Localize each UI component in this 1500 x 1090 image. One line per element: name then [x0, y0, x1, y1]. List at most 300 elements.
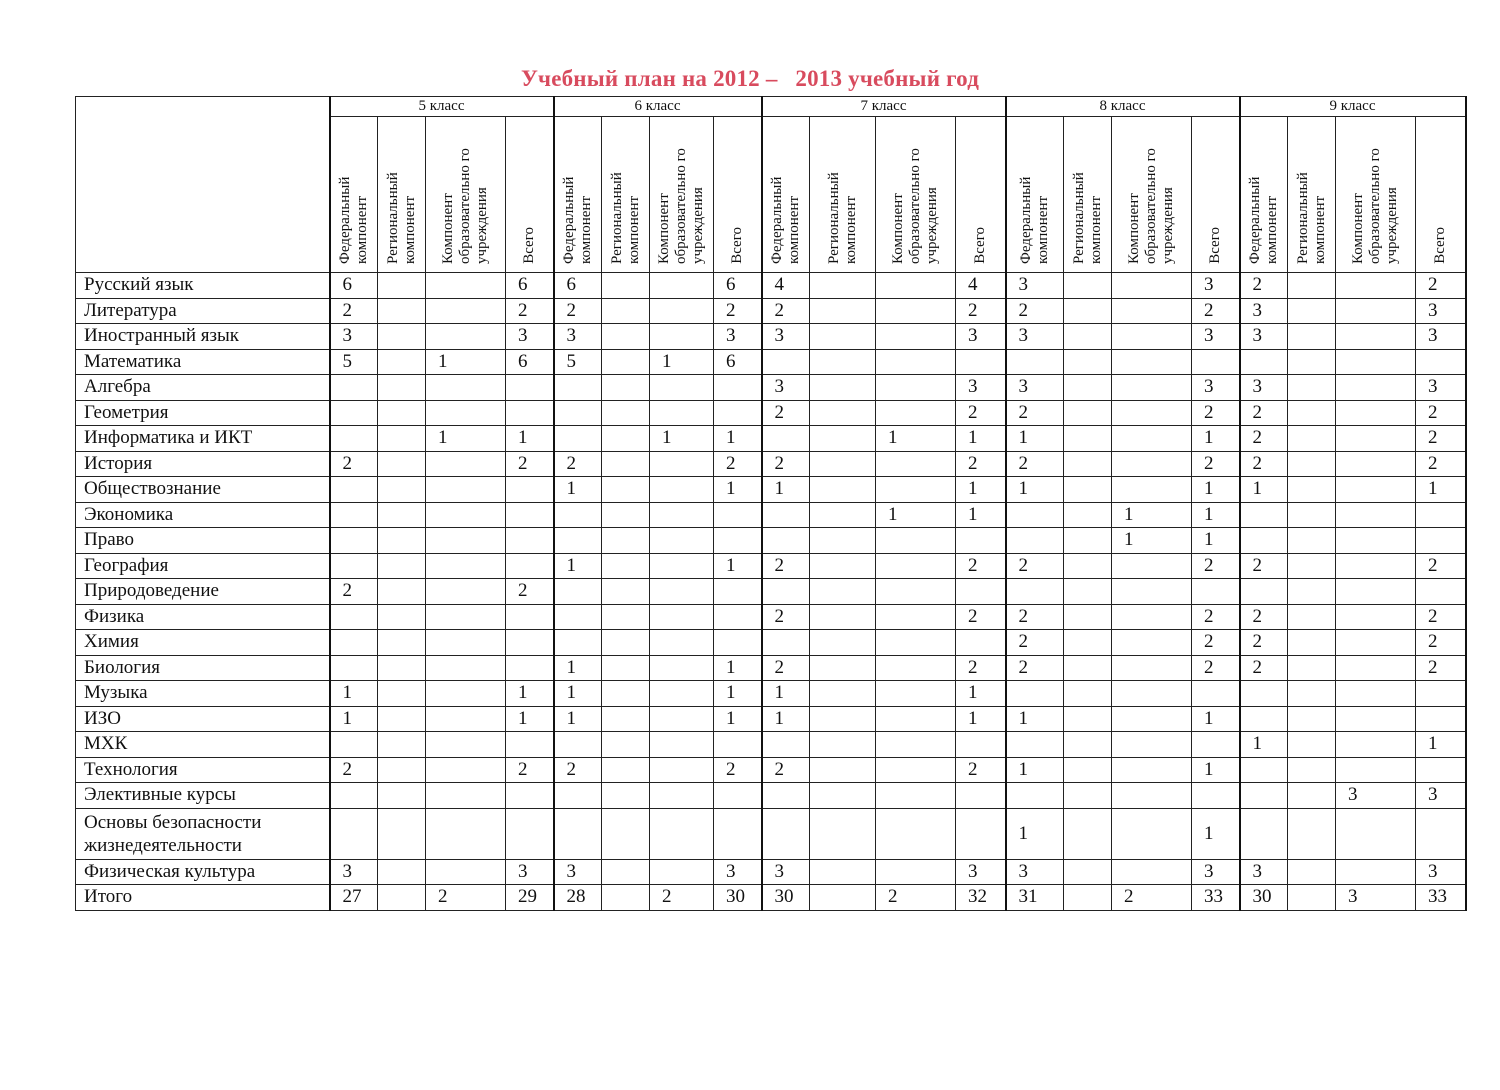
hours-cell [876, 732, 956, 758]
hours-cell [876, 655, 956, 681]
hours-cell [426, 757, 506, 783]
hours-cell: 1 [956, 426, 1006, 452]
subject-name: Технология [76, 757, 330, 783]
hours-cell [810, 579, 876, 605]
hours-cell: 2 [1006, 451, 1064, 477]
hours-cell [1240, 528, 1288, 554]
hours-cell [1064, 783, 1112, 809]
hours-cell: 2 [330, 298, 378, 324]
hours-cell [810, 655, 876, 681]
hours-cell [1064, 477, 1112, 503]
hours-cell [506, 732, 554, 758]
hours-cell [1006, 732, 1064, 758]
hours-cell [330, 528, 378, 554]
hours-cell [378, 706, 426, 732]
subject-name: МХК [76, 732, 330, 758]
hours-cell [1288, 273, 1336, 299]
federal-component-header [1240, 117, 1288, 273]
hours-cell: 2 [762, 757, 810, 783]
hours-cell [330, 808, 378, 859]
component-label: Всего [1431, 227, 1448, 264]
hours-cell [1416, 349, 1466, 375]
hours-cell: 6 [714, 273, 762, 299]
hours-cell [810, 885, 876, 911]
table-row [76, 808, 1466, 859]
hours-cell [506, 553, 554, 579]
hours-cell: 1 [1416, 732, 1466, 758]
total-header [714, 117, 762, 273]
hours-cell [426, 298, 506, 324]
hours-cell [1336, 681, 1416, 707]
hours-cell [876, 706, 956, 732]
hours-cell [554, 732, 602, 758]
hours-cell [330, 655, 378, 681]
hours-cell: 3 [1192, 859, 1240, 885]
hours-cell [602, 298, 650, 324]
hours-cell [602, 885, 650, 911]
hours-cell [762, 783, 810, 809]
hours-cell [330, 783, 378, 809]
hours-cell [426, 783, 506, 809]
hours-cell [554, 630, 602, 656]
hours-cell [554, 604, 602, 630]
hours-cell: 1 [956, 706, 1006, 732]
hours-cell [426, 477, 506, 503]
subject-name: Право [76, 528, 330, 554]
hours-cell [1192, 681, 1240, 707]
hours-cell [1112, 604, 1192, 630]
hours-cell [426, 451, 506, 477]
federal-component-header [762, 117, 810, 273]
hours-cell [956, 579, 1006, 605]
hours-cell: 2 [1006, 400, 1064, 426]
subject-name: Химия [76, 630, 330, 656]
hours-cell [1336, 298, 1416, 324]
hours-cell [1112, 808, 1192, 859]
hours-cell [876, 528, 956, 554]
component-label: Региональный компонент [1070, 172, 1104, 264]
hours-cell [810, 426, 876, 452]
hours-cell: 1 [1192, 477, 1240, 503]
hours-cell: 2 [1416, 604, 1466, 630]
hours-cell: 2 [714, 298, 762, 324]
hours-cell [1336, 706, 1416, 732]
school-component-header [1336, 117, 1416, 273]
hours-cell [876, 477, 956, 503]
hours-cell: 1 [554, 681, 602, 707]
hours-cell [602, 553, 650, 579]
hours-cell [1288, 706, 1336, 732]
hours-cell: 3 [506, 324, 554, 350]
hours-cell [378, 528, 426, 554]
hours-cell [1112, 273, 1192, 299]
hours-cell: 1 [426, 349, 506, 375]
hours-cell [426, 579, 506, 605]
hours-cell [810, 349, 876, 375]
hours-cell [810, 273, 876, 299]
hours-cell [554, 400, 602, 426]
hours-cell [1112, 298, 1192, 324]
hours-cell: 3 [762, 859, 810, 885]
hours-cell [1416, 502, 1466, 528]
hours-cell: 1 [714, 553, 762, 579]
hours-cell [330, 630, 378, 656]
hours-cell [650, 630, 714, 656]
hours-cell [1064, 681, 1112, 707]
hours-cell: 1 [1240, 732, 1288, 758]
hours-cell [650, 553, 714, 579]
hours-cell: 1 [1192, 808, 1240, 859]
hours-cell: 2 [762, 655, 810, 681]
regional-component-header [1288, 117, 1336, 273]
hours-cell [330, 502, 378, 528]
hours-cell [378, 655, 426, 681]
hours-cell [714, 502, 762, 528]
hours-cell [1112, 451, 1192, 477]
hours-cell [426, 375, 506, 401]
hours-cell [426, 681, 506, 707]
hours-cell [1064, 808, 1112, 859]
hours-cell: 2 [650, 885, 714, 911]
hours-cell [650, 604, 714, 630]
hours-cell [650, 808, 714, 859]
hours-cell: 3 [1416, 859, 1466, 885]
hours-cell [426, 732, 506, 758]
hours-cell: 2 [1192, 400, 1240, 426]
hours-cell: 6 [714, 349, 762, 375]
hours-cell: 2 [1416, 655, 1466, 681]
hours-cell [1416, 528, 1466, 554]
component-label: Всего [971, 227, 988, 264]
hours-cell [1064, 859, 1112, 885]
hours-cell [956, 732, 1006, 758]
hours-cell [1112, 783, 1192, 809]
hours-cell [1192, 732, 1240, 758]
hours-cell [1112, 324, 1192, 350]
subjects-body [76, 273, 1466, 911]
table-row [76, 528, 1466, 554]
hours-cell: 3 [1240, 298, 1288, 324]
hours-cell [506, 630, 554, 656]
hours-cell: 1 [1192, 757, 1240, 783]
table-row [76, 604, 1466, 630]
hours-cell [1288, 477, 1336, 503]
hours-cell [1288, 426, 1336, 452]
hours-cell [650, 655, 714, 681]
subject-name: Основы безопасности жизнедеятельности [76, 808, 330, 859]
hours-cell [1112, 579, 1192, 605]
hours-cell [1288, 604, 1336, 630]
hours-cell: 2 [1416, 553, 1466, 579]
hours-cell [810, 553, 876, 579]
hours-cell: 3 [1416, 375, 1466, 401]
hours-cell: 3 [956, 859, 1006, 885]
hours-cell: 4 [956, 273, 1006, 299]
hours-cell [1336, 808, 1416, 859]
hours-cell [1288, 502, 1336, 528]
hours-cell: 2 [1240, 400, 1288, 426]
hours-cell [1112, 681, 1192, 707]
hours-cell [1288, 808, 1336, 859]
school-component-header [426, 117, 506, 273]
hours-cell: 30 [1240, 885, 1288, 911]
subject-name: Экономика [76, 502, 330, 528]
hours-cell: 2 [956, 757, 1006, 783]
subject-name: Музыка [76, 681, 330, 707]
hours-cell: 6 [506, 349, 554, 375]
hours-cell [1112, 375, 1192, 401]
hours-cell: 1 [426, 426, 506, 452]
hours-cell [426, 553, 506, 579]
hours-cell: 2 [1240, 655, 1288, 681]
hours-cell: 3 [714, 859, 762, 885]
subject-name: Русский язык [76, 273, 330, 299]
hours-cell [426, 604, 506, 630]
hours-cell [1288, 553, 1336, 579]
hours-cell: 3 [330, 859, 378, 885]
hours-cell [714, 808, 762, 859]
hours-cell [714, 630, 762, 656]
hours-cell: 1 [714, 477, 762, 503]
hours-cell: 1 [1112, 502, 1192, 528]
hours-cell [1064, 451, 1112, 477]
hours-cell [602, 451, 650, 477]
total-header [956, 117, 1006, 273]
hours-cell [1064, 732, 1112, 758]
hours-cell: 1 [1006, 477, 1064, 503]
table-row [76, 477, 1466, 503]
hours-cell: 2 [506, 298, 554, 324]
hours-cell: 1 [714, 426, 762, 452]
subject-name: Литература [76, 298, 330, 324]
hours-cell: 28 [554, 885, 602, 911]
hours-cell [1240, 706, 1288, 732]
hours-cell [378, 604, 426, 630]
subject-name: ИЗО [76, 706, 330, 732]
hours-cell [650, 400, 714, 426]
hours-cell [810, 859, 876, 885]
component-label: Региональный компонент [825, 172, 859, 264]
hours-cell: 2 [762, 298, 810, 324]
hours-cell [378, 375, 426, 401]
table-row [76, 757, 1466, 783]
hours-cell [1006, 579, 1064, 605]
hours-cell [378, 273, 426, 299]
table-row [76, 579, 1466, 605]
hours-cell [602, 808, 650, 859]
hours-cell [1336, 324, 1416, 350]
table-row [76, 451, 1466, 477]
hours-cell [714, 604, 762, 630]
table-row [76, 426, 1466, 452]
hours-cell [1192, 579, 1240, 605]
component-label: Всего [1206, 227, 1223, 264]
hours-cell [810, 400, 876, 426]
hours-cell: 2 [1192, 298, 1240, 324]
hours-cell [876, 808, 956, 859]
hours-cell [1416, 757, 1466, 783]
hours-cell [1112, 426, 1192, 452]
hours-cell: 2 [762, 451, 810, 477]
hours-cell: 1 [1006, 757, 1064, 783]
hours-cell: 3 [330, 324, 378, 350]
hours-cell [426, 859, 506, 885]
hours-cell [1336, 757, 1416, 783]
hours-cell [1064, 375, 1112, 401]
hours-cell [602, 757, 650, 783]
total-header [1416, 117, 1466, 273]
hours-cell: 2 [1240, 273, 1288, 299]
hours-cell: 3 [1416, 298, 1466, 324]
hours-cell: 1 [554, 553, 602, 579]
hours-cell [876, 553, 956, 579]
hours-cell [1112, 477, 1192, 503]
hours-cell: 3 [956, 324, 1006, 350]
hours-cell [506, 502, 554, 528]
hours-cell [1064, 324, 1112, 350]
table-row [76, 324, 1466, 350]
hours-cell [378, 553, 426, 579]
hours-cell [1416, 579, 1466, 605]
hours-cell [426, 400, 506, 426]
hours-cell: 1 [1192, 426, 1240, 452]
hours-cell [1288, 885, 1336, 911]
hours-cell: 2 [714, 757, 762, 783]
hours-cell [1064, 349, 1112, 375]
hours-cell [506, 528, 554, 554]
hours-cell [1288, 579, 1336, 605]
hours-cell [650, 783, 714, 809]
hours-cell: 2 [956, 655, 1006, 681]
table-row [76, 706, 1466, 732]
grade-header: 6 класс [554, 97, 762, 117]
hours-cell [378, 630, 426, 656]
hours-cell [876, 681, 956, 707]
hours-cell [1064, 655, 1112, 681]
hours-cell [1006, 349, 1064, 375]
hours-cell: 2 [1416, 400, 1466, 426]
hours-cell [602, 324, 650, 350]
component-label: Федеральный компонент [768, 176, 802, 264]
hours-cell: 2 [506, 579, 554, 605]
hours-cell [1416, 681, 1466, 707]
grade-header-row [76, 97, 1466, 117]
hours-cell [378, 451, 426, 477]
hours-cell: 1 [554, 655, 602, 681]
hours-cell [810, 732, 876, 758]
hours-cell [1240, 502, 1288, 528]
hours-cell [762, 502, 810, 528]
hours-cell [810, 451, 876, 477]
hours-cell: 6 [554, 273, 602, 299]
hours-cell [810, 528, 876, 554]
hours-cell: 1 [1006, 706, 1064, 732]
hours-cell [650, 681, 714, 707]
hours-cell: 1 [650, 349, 714, 375]
total-header [1192, 117, 1240, 273]
hours-cell: 1 [714, 655, 762, 681]
hours-cell [762, 528, 810, 554]
hours-cell [1288, 757, 1336, 783]
hours-cell [810, 783, 876, 809]
hours-cell [554, 426, 602, 452]
hours-cell [426, 655, 506, 681]
hours-cell: 1 [956, 477, 1006, 503]
subject-name: Обществознание [76, 477, 330, 503]
hours-cell [1006, 783, 1064, 809]
hours-cell: 1 [1240, 477, 1288, 503]
hours-cell: 2 [956, 298, 1006, 324]
hours-cell [602, 604, 650, 630]
subject-name: География [76, 553, 330, 579]
hours-cell: 1 [1192, 706, 1240, 732]
hours-cell [602, 706, 650, 732]
component-label: Компонент образовательно го учреждения [656, 148, 706, 264]
hours-cell [1288, 451, 1336, 477]
hours-cell [1288, 859, 1336, 885]
hours-cell [714, 732, 762, 758]
hours-cell [506, 375, 554, 401]
hours-cell: 2 [330, 451, 378, 477]
component-label: Компонент образовательно го учреждения [1350, 148, 1400, 264]
hours-cell: 2 [714, 451, 762, 477]
hours-cell [876, 400, 956, 426]
hours-cell [506, 477, 554, 503]
hours-cell: 3 [1192, 273, 1240, 299]
hours-cell [650, 451, 714, 477]
hours-cell: 3 [956, 375, 1006, 401]
hours-cell [762, 808, 810, 859]
hours-cell: 33 [1192, 885, 1240, 911]
hours-cell [714, 528, 762, 554]
hours-cell [876, 757, 956, 783]
hours-cell: 1 [956, 681, 1006, 707]
federal-component-header [330, 117, 378, 273]
hours-cell: 1 [762, 681, 810, 707]
hours-cell [378, 400, 426, 426]
hours-cell: 3 [1006, 324, 1064, 350]
hours-cell: 2 [1006, 630, 1064, 656]
hours-cell: 2 [762, 400, 810, 426]
federal-component-header [554, 117, 602, 273]
hours-cell: 2 [1240, 451, 1288, 477]
hours-cell [876, 579, 956, 605]
hours-cell [956, 783, 1006, 809]
hours-cell: 3 [1006, 375, 1064, 401]
hours-cell [1240, 757, 1288, 783]
regional-component-header [378, 117, 426, 273]
hours-cell [810, 375, 876, 401]
hours-cell [762, 426, 810, 452]
hours-cell [810, 298, 876, 324]
hours-cell [1064, 528, 1112, 554]
hours-cell [602, 375, 650, 401]
hours-cell [650, 477, 714, 503]
hours-cell: 5 [330, 349, 378, 375]
hours-cell: 2 [554, 298, 602, 324]
component-label: Компонент образовательно го учреждения [440, 148, 490, 264]
hours-cell [876, 349, 956, 375]
hours-cell: 2 [1006, 298, 1064, 324]
hours-cell [1336, 859, 1416, 885]
component-label: Всего [520, 227, 537, 264]
hours-cell [426, 528, 506, 554]
hours-cell [1112, 630, 1192, 656]
hours-cell: 2 [554, 451, 602, 477]
hours-cell [1006, 681, 1064, 707]
hours-cell: 6 [330, 273, 378, 299]
hours-cell [330, 375, 378, 401]
